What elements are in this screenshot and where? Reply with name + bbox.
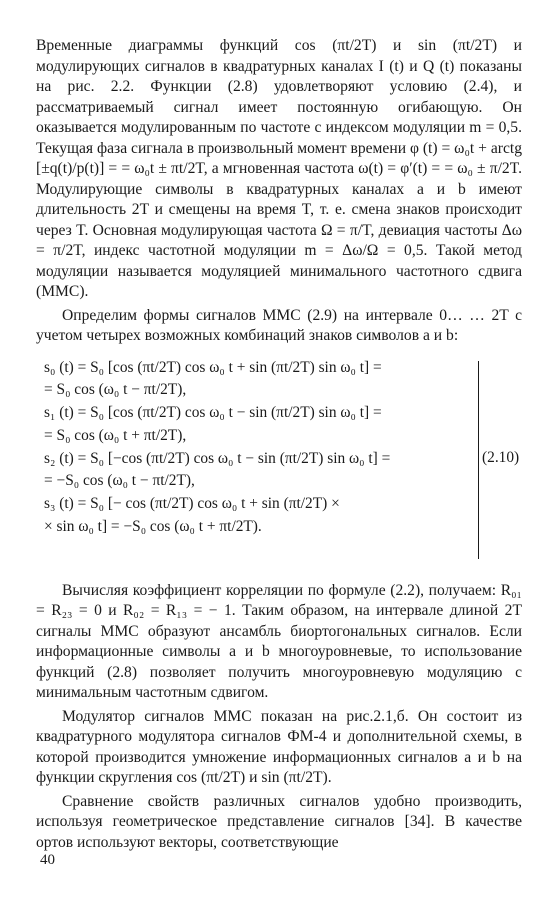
paragraph-correlation: Вычисляя коэффициент корреляции по формуле (2.2), получаем: R₀₁ = R₂₃ = 0 и R₀₂ = R₁₃ = − 1. Таким образом, на интервале длиной 2T сигналы ММС образуют ансамбль биортогональных сигналов. Если информационные символы a и b многоуровневые, то использование функций (2.8) позволяет получить многоуровневую модуляцию с минимальным частотным сдвигом. (36, 581, 522, 701)
equation-line: s₁ (t) = S₀ [cos (πt/2T) cos ω₀ t − sin (πt/2T) sin ω₀ t] = (44, 404, 382, 422)
equation-system-2-10 (36, 357, 522, 563)
equation-line: s₃ (t) = S₀ [− cos (πt/2T) cos ω₀ t + sin (πt/2T) × (44, 495, 340, 513)
equation-lines (44, 357, 464, 539)
page-number: 40 (40, 852, 55, 868)
equation-line: s₂ (t) = S₀ [−cos (πt/2T) cos ω₀ t − sin (πt/2T) sin ω₀ t] = (44, 449, 391, 467)
paragraph-modulator: Модулятор сигналов ММС показан на рис.2.1,б. Он состоит из квадратурного модулятора сигналов ФМ-4 и дополнительной схемы, в которой производится умножение информационных сигналов a и b на функции скругления cos (πt/2T) и sin (πt/2T). (36, 707, 522, 786)
equation-line: = S₀ cos (ω₀ t + πt/2T), (44, 426, 187, 444)
equation-line: = S₀ cos (ω₀ t − πt/2T), (44, 381, 187, 399)
equation-number: (2.10) (482, 448, 520, 466)
paragraph-mmc-forms-intro: Определим формы сигналов ММС (2.9) на интервале 0… … 2T с учетом четырех возможных комбинаций знаков символов a и b: (36, 306, 522, 344)
equation-line: s₀ (t) = S₀ [cos (πt/2T) cos ω₀ t + sin (πt/2T) sin ω₀ t] = (44, 358, 382, 376)
equation-brace (468, 361, 479, 559)
page-content (36, 36, 522, 853)
paragraph-geometric-representation: Сравнение свойств различных сигналов удобно производить, используя геометрическое представление сигналов [34]. В качестве ортов используют векторы, соответствующие (36, 792, 522, 851)
paragraph-mmc-description: Временные диаграммы функций cos (πt/2T) и sin (πt/2T) и модулирующих сигналов в квадратурных каналах I (t) и Q (t) показаны на рис. 2.2. Функции (2.8) удовлетворяют условию (2.4), и рассматриваемый сигнал имеет постоянную огибающую. Он оказывается модулированным по частоте с индексом модуляции m = 0,5. Текущая фаза сигнала в произвольный момент времени φ (t) = ω₀t + arctg [±q(t)/p(t)] = = ω₀t ± πt/2T, а мгновенная частота ω(t) = φ′(t) = = ω₀ ± π/2T. Модулирующие символы в квадратурных каналах a и b имеют длительность 2T и смещены на время T, т. е. смена знаков происходит через T. Основная модулирующая частота Ω = π/T, девиация частоты Δω = π/2T, индекс частотной модуляции m = Δω/Ω = 0,5. Такой метод модуляции называется модуляцией минимального частотного сдвига (ММС). (36, 37, 522, 300)
equation-line: × sin ω₀ t] = −S₀ cos (ω₀ t + πt/2T). (44, 518, 262, 536)
equation-line: = −S₀ cos (ω₀ t − πt/2T), (44, 472, 195, 490)
